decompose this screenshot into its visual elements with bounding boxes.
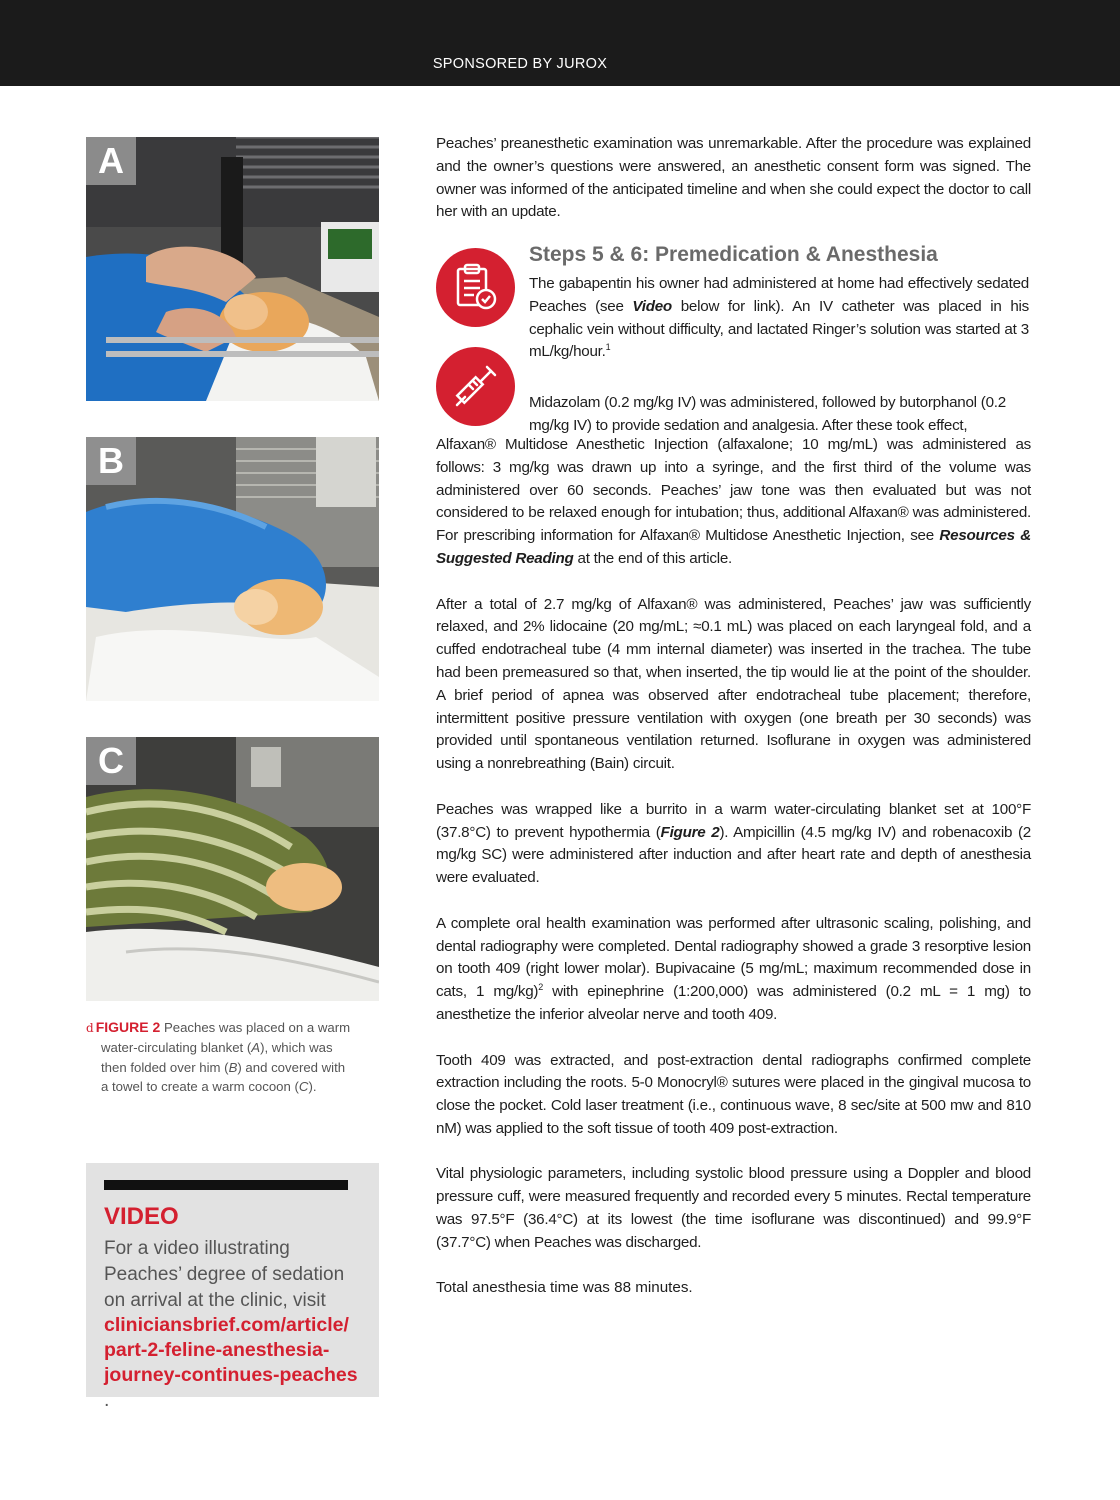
clipboard-check-icon bbox=[436, 248, 515, 327]
sponsor-label: SPONSORED BY JUROX bbox=[432, 56, 608, 72]
video-divider bbox=[104, 1180, 348, 1190]
figure-caption bbox=[86, 1018, 378, 1096]
header-bar bbox=[0, 0, 1120, 86]
caption-line-4: a towel to create a warm cocoon (C). bbox=[101, 1078, 317, 1094]
caption-line-2: water-circulating blanket (A), which was bbox=[101, 1040, 333, 1056]
caption-figure-label: FIGURE 2 bbox=[95, 1019, 161, 1035]
paragraph-total-time: Total anesthesia time was 88 minutes. bbox=[436, 1279, 693, 1297]
paragraph-alfaxan: Alfaxan® Multidose Anesthetic Injection (alfaxalone; 10 mg/mL) was administered as follows: 3 mg/kg was drawn up into a syringe, and the first third of the volume was administered over 60 seconds. Peaches’ jaw tone was then evaluated but was not considered to be relaxed enough for intubation; thus, additional Alfaxan® was administered. For prescribing information for Alfaxan® Multidose Anesthetic Injection, see Resources & Suggested Reading at the end of this article. bbox=[436, 435, 1031, 567]
video-link[interactable]: cliniciansbrief.com/article/ part-2-feline-anesthesia- journey-continues-peaches . bbox=[104, 1314, 358, 1411]
article-body bbox=[436, 133, 1031, 1323]
caption-text: Peaches was placed on a warm bbox=[163, 1020, 351, 1035]
video-description: For a video illustrating Peaches’ degree of sedation on arrival at the clinic, visit bbox=[104, 1238, 345, 1311]
syringe-icon bbox=[436, 347, 515, 426]
video-reference[interactable]: Video bbox=[632, 297, 672, 315]
paragraph-warming: Peaches was wrapped like a burrito in a warm water-circulating blanket set at 100°F (37.8°C) to prevent hypothermia (Figure 2). Ampicillin (4.5 mg/kg IV) and robenacoxib (2 mg/kg SC) were administered after induction and after heart rate and depth of anesthesia were evaluated. bbox=[436, 800, 1031, 887]
panel-label-c: C bbox=[86, 737, 136, 785]
step-section bbox=[436, 133, 1031, 443]
figure-photo-c bbox=[86, 737, 379, 1001]
paragraph-extraction: Tooth 409 was extracted, and post-extraction dental radiographs confirmed complete extraction including the roots. 5-0 Monocryl® sutures were placed in the gingival mucosa to close the pocket. Cold laser treatment (i.e., continuous wave, 8 sec/site at 500 mw and 810 nM) was applied to the soft tissue of tooth 409 post-extraction. bbox=[436, 1051, 1031, 1137]
paragraph-intro: Peaches’ preanesthetic examination was unremarkable. After the procedure was explained and the owner’s questions were answered, an anesthetic consent form was signed. The owner was informed of the anticipated timeline and when she could expect the doctor to call her with an update. bbox=[436, 135, 1031, 221]
step-heading: Steps 5 & 6: Premedication & Anesthesia bbox=[529, 242, 938, 266]
paragraph-intubation: After a total of 2.7 mg/kg of Alfaxan® was administered, Peaches’ jaw was sufficiently relaxed, and 2% lidocaine (20 mg/mL; ≈0.1 mL) was placed on each laryngeal fold, and a cuffed endotracheal tube (4 mm internal diameter) was inserted in the trachea. The tube had been premeasured so that, when inserted, the tip would lie at the point of the shoulder. A brief period of apnea was observed after endotracheal tube placement; therefore, intermittent positive pressure ventilation with oxygen (one breath per 30 seconds) was provided until spontaneous ventilation returned. Isoflurane in oxygen was administered using a nonrebreathing (Bain) circuit. bbox=[436, 595, 1031, 773]
panel-label-b: B bbox=[86, 437, 136, 485]
figure-photo-b bbox=[86, 437, 379, 701]
figure-reference[interactable]: Figure 2 bbox=[660, 823, 720, 841]
figure-photo-a bbox=[86, 137, 379, 401]
panel-label-a: A bbox=[86, 137, 136, 185]
paragraph-oral-exam: A complete oral health examination was performed after ultrasonic scaling, polishing, and dental radiography were completed. Dental radiography showed a grade 3 resorptive lesion on tooth 409 (right lower molar). Bupivacaine (5 mg/mL; maximum recommended dose in cats, 1 mg/kg)$^2$ with epinephrine (1:200,000) was administered (0.2 mL = 1 mg) to anesthetize the inferior alveolar nerve and tooth 409. bbox=[436, 914, 1031, 1023]
caption-line-3: then folded over him (B) and covered with bbox=[101, 1059, 346, 1075]
video-title: VIDEO bbox=[104, 1203, 179, 1230]
resources-reference[interactable]: Resources & Suggested Reading bbox=[436, 527, 1031, 567]
video-callout bbox=[86, 1163, 379, 1411]
paragraph-vitals: Vital physiologic parameters, including systolic blood pressure using a Doppler and blood pressure cuff, were measured frequently and recorded every 5 minutes. Rectal temperature was 97.5°F (36.4°C) at its lowest (the time isoflurane was discontinued) and 99.9°F (37.7°C) when Peaches was discharged. bbox=[436, 1165, 1031, 1251]
step-paragraph-1: The gabapentin his owner had administered at home had effectively sedated Peaches (see Video below for link). An IV catheter was placed in his cephalic vein without difficulty, and lactated Ringer’s solution was started at 3 mL/kg/hour.$^1$ bbox=[529, 274, 1029, 361]
caption-arrow-icon: d bbox=[86, 1021, 94, 1035]
step-paragraph-2: Midazolam (0.2 mg/kg IV) was administered, followed by butorphanol (0.2 mg/kg IV) to provide sedation and analgesia. After these took effect, bbox=[529, 393, 1006, 434]
caption-line-1 bbox=[86, 1018, 378, 1038]
